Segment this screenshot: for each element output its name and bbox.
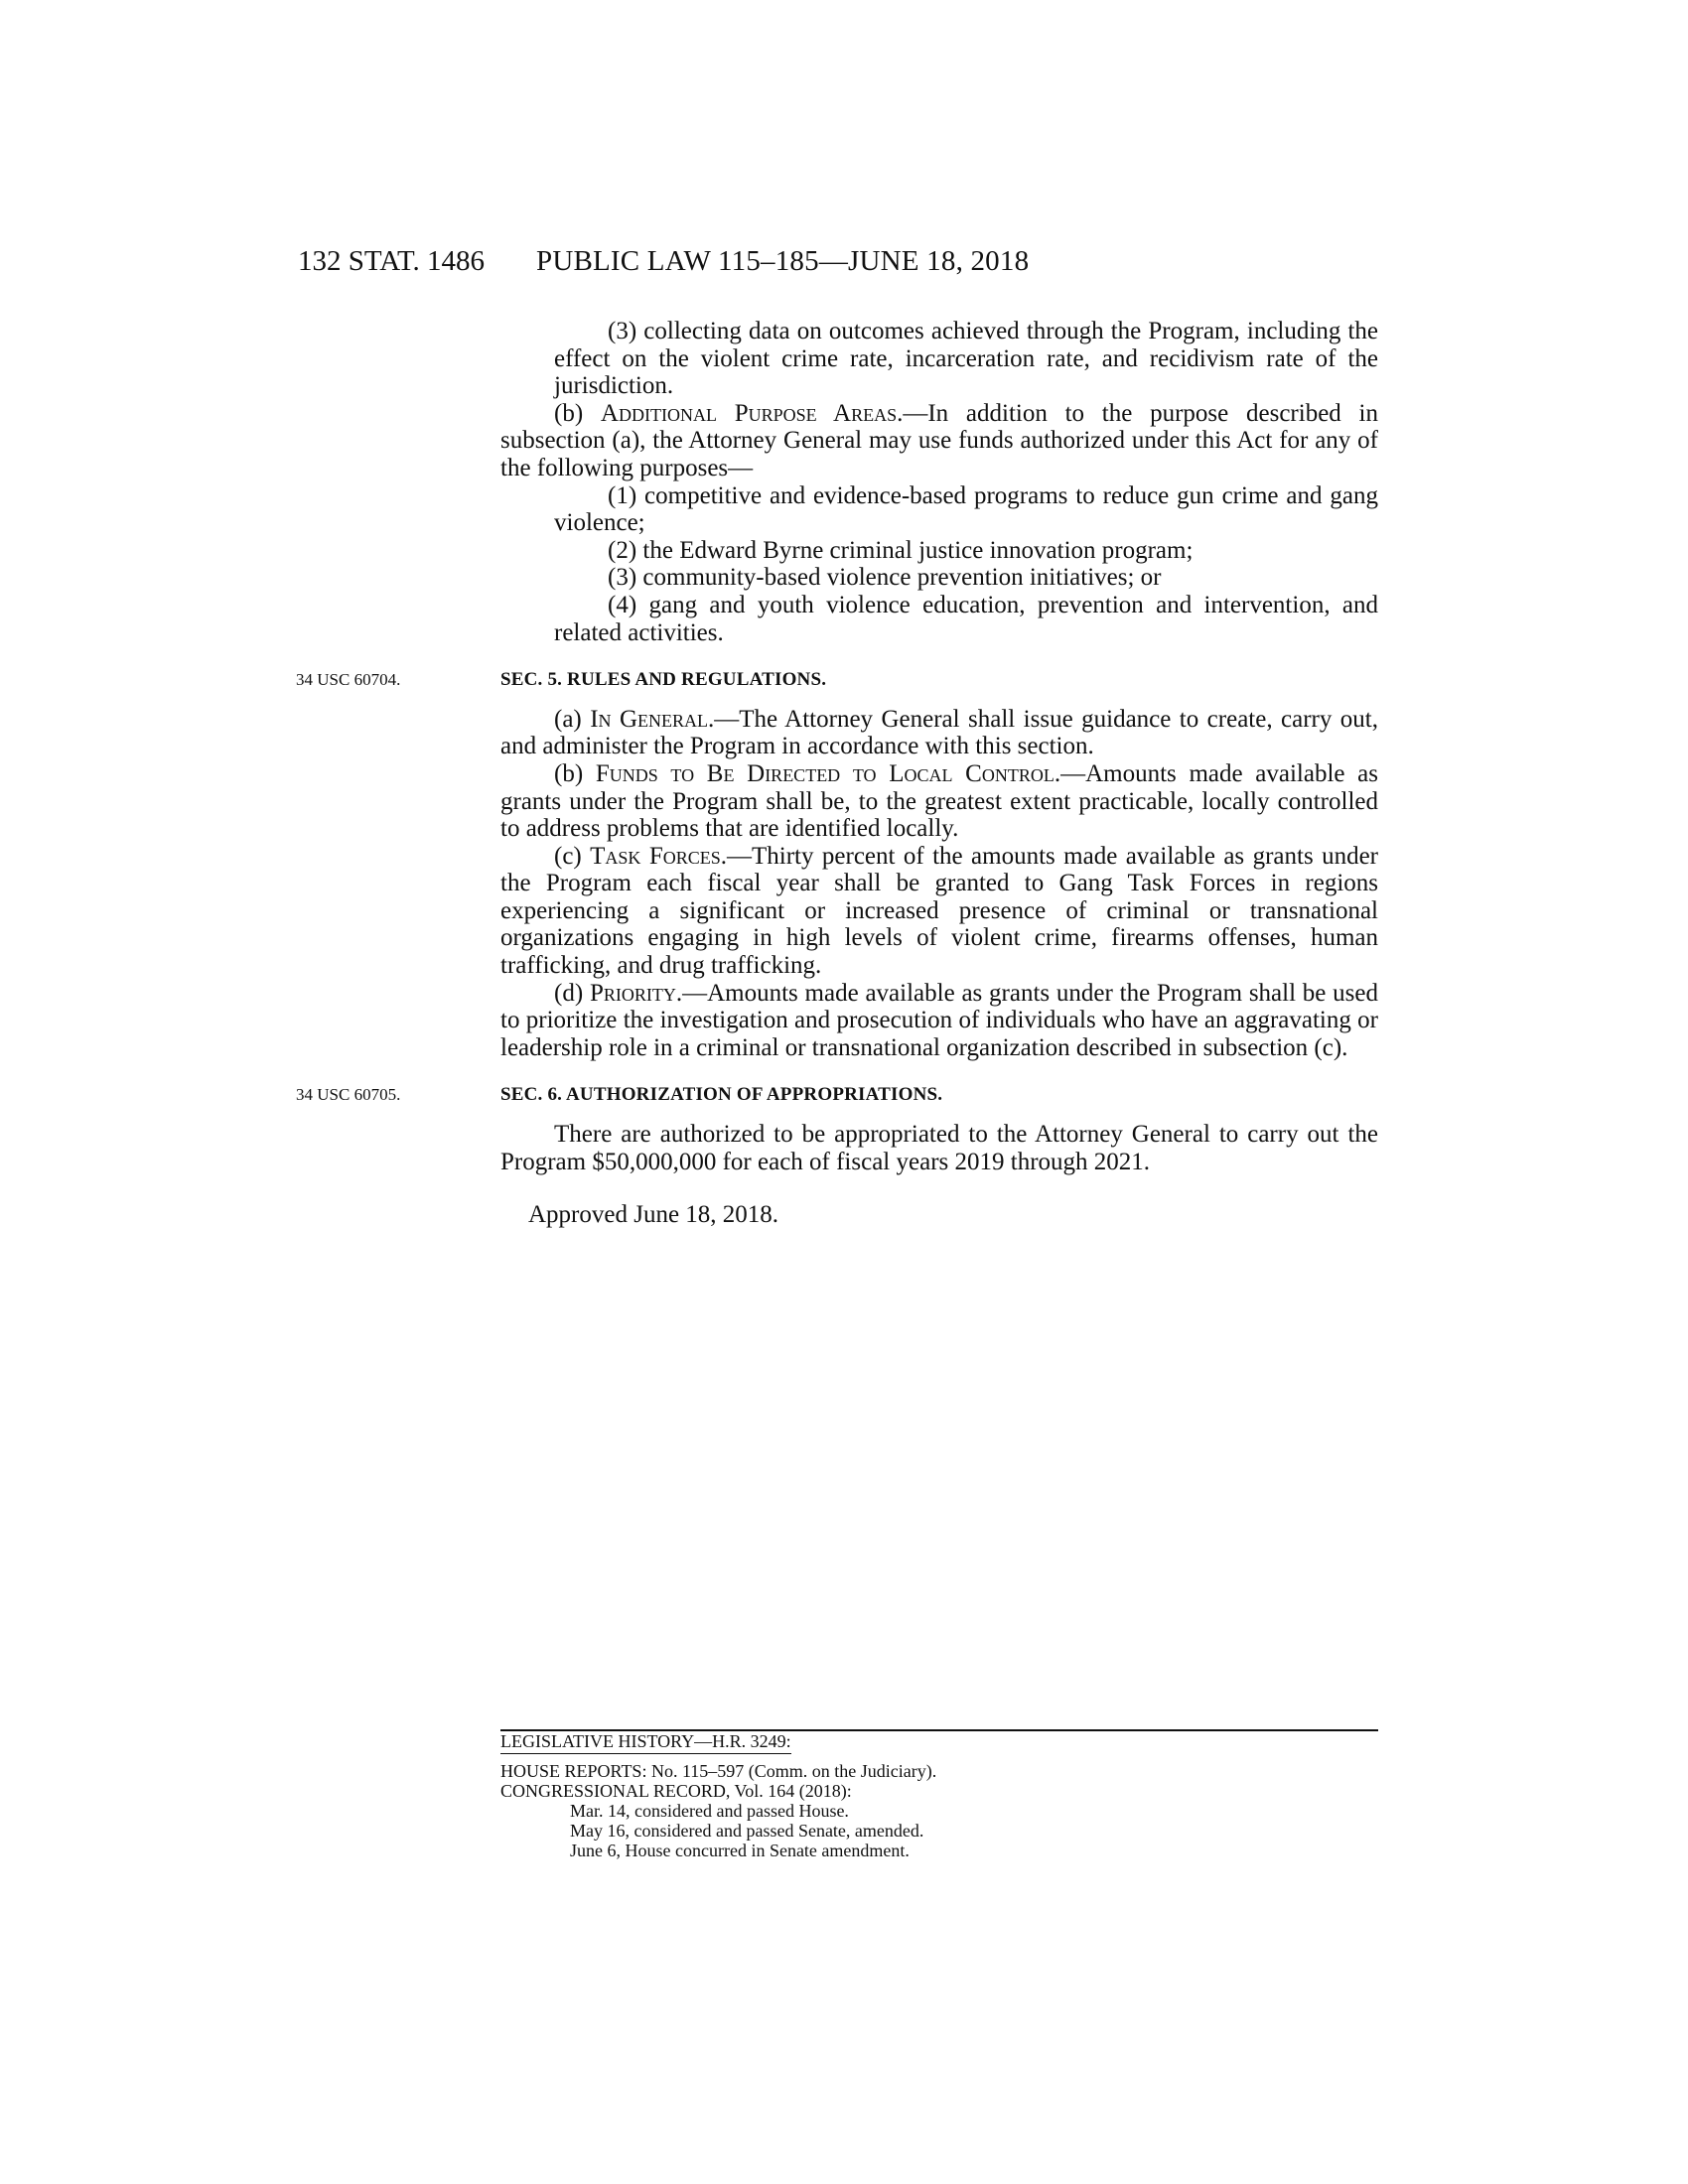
sec5-b-heading: Funds to Be Directed to Local Control. bbox=[595, 759, 1061, 787]
list-item: (2) the Edward Byrne criminal justice innovation program; bbox=[608, 536, 1194, 564]
sec5-c-heading: Task Forces. bbox=[590, 842, 728, 870]
section-6-heading-row bbox=[296, 1079, 1378, 1109]
sec5-b-label: (b) bbox=[554, 759, 584, 787]
approved-date: Approved June 18, 2018. bbox=[528, 1201, 779, 1229]
paragraph-b bbox=[500, 400, 1378, 482]
section-5-heading: SEC. 5. RULES AND REGULATIONS. bbox=[500, 669, 827, 691]
section-5-heading-row bbox=[296, 664, 1378, 694]
sec5-a-heading: In General. bbox=[590, 705, 715, 733]
congressional-record: CONGRESSIONAL RECORD, Vol. 164 (2018): bbox=[500, 1781, 852, 1801]
sec5-c-text: —Thirty percent of the amounts made available as grants under the Program each fiscal year shall be granted to Gang Task Forces in regions experiencing a significant or increased presence of criminal or transnational organizations engaging in high levels of violent crime, firearms offenses, human trafficking, and drug trafficking. bbox=[500, 842, 1378, 980]
sec5-d-text: —Amounts made available as grants under the Program shall be used to prioritize the investigation and prosecution of individuals who have an aggravating or leadership role in a criminal or transnational organization described in subsection (c). bbox=[500, 979, 1379, 1061]
stat-page-number: 132 STAT. 1486 bbox=[298, 245, 486, 277]
legislative-history-footer bbox=[500, 1729, 1378, 1860]
paragraph-b-heading: Additional Purpose Areas. bbox=[600, 399, 904, 427]
sec6-paragraph: There are authorized to be appropriated to the Attorney General to carry out the Program $50,000,000 for each of fiscal years 2019 through 2021. bbox=[500, 1121, 1378, 1175]
sec5-paragraph-d bbox=[500, 980, 1378, 1062]
sec5-b-text: —Amounts made available as grants under the Program shall be, to the greatest extent practicable, locally controlled to address problems that are identified locally. bbox=[500, 759, 1378, 843]
list-item: (4) gang and youth violence education, prevention and intervention, and related activities. bbox=[554, 591, 1378, 646]
legislative-history-heading: LEGISLATIVE HISTORY—H.R. 3249: bbox=[500, 1731, 1378, 1751]
section-6-heading: SEC. 6. AUTHORIZATION OF APPROPRIATIONS. bbox=[500, 1084, 943, 1106]
sec5-d-label: (d) bbox=[554, 979, 584, 1007]
paragraph-b-text: —In addition to the purpose described in subsection (a), the Attorney General may use funds authorized under this Act for any of the following purposes— bbox=[500, 399, 1379, 481]
sec5-c-label: (c) bbox=[554, 842, 582, 870]
sec5-paragraph-b bbox=[500, 760, 1378, 843]
paragraph-a3: (3) collecting data on outcomes achieved through the Program, including the effect on the violent crime rate, incarceration rate, and recidivism rate of the jurisdiction. bbox=[554, 318, 1378, 400]
house-reports: HOUSE REPORTS: No. 115–597 (Comm. on the Judiciary). bbox=[500, 1761, 937, 1781]
sec5-paragraph-c bbox=[500, 843, 1378, 980]
sec5-paragraph-a bbox=[500, 706, 1378, 760]
document-body bbox=[296, 318, 1379, 1229]
history-event: Mar. 14, considered and passed House. bbox=[570, 1801, 849, 1821]
page-title: PUBLIC LAW 115–185—JUNE 18, 2018 bbox=[536, 245, 1030, 277]
list-item: (1) competitive and evidence-based programs to reduce gun crime and gang violence; bbox=[554, 481, 1378, 537]
sec5-a-text: —The Attorney General shall issue guidance to create, carry out, and administer the Program in accordance with this section. bbox=[500, 705, 1378, 760]
margin-citation-sec5: 34 USC 60704. bbox=[296, 670, 401, 690]
list-item: (3) community-based violence prevention initiatives; or bbox=[608, 564, 1162, 592]
sec5-a-label: (a) bbox=[554, 705, 582, 733]
history-event: June 6, House concurred in Senate amendment. bbox=[570, 1841, 910, 1860]
running-header bbox=[298, 245, 1380, 285]
sec5-d-heading: Priority. bbox=[589, 979, 683, 1007]
paragraph-b-label: (b) bbox=[554, 399, 584, 427]
margin-citation-sec6: 34 USC 60705. bbox=[296, 1085, 401, 1105]
history-event: May 16, considered and passed Senate, amended. bbox=[570, 1821, 924, 1841]
